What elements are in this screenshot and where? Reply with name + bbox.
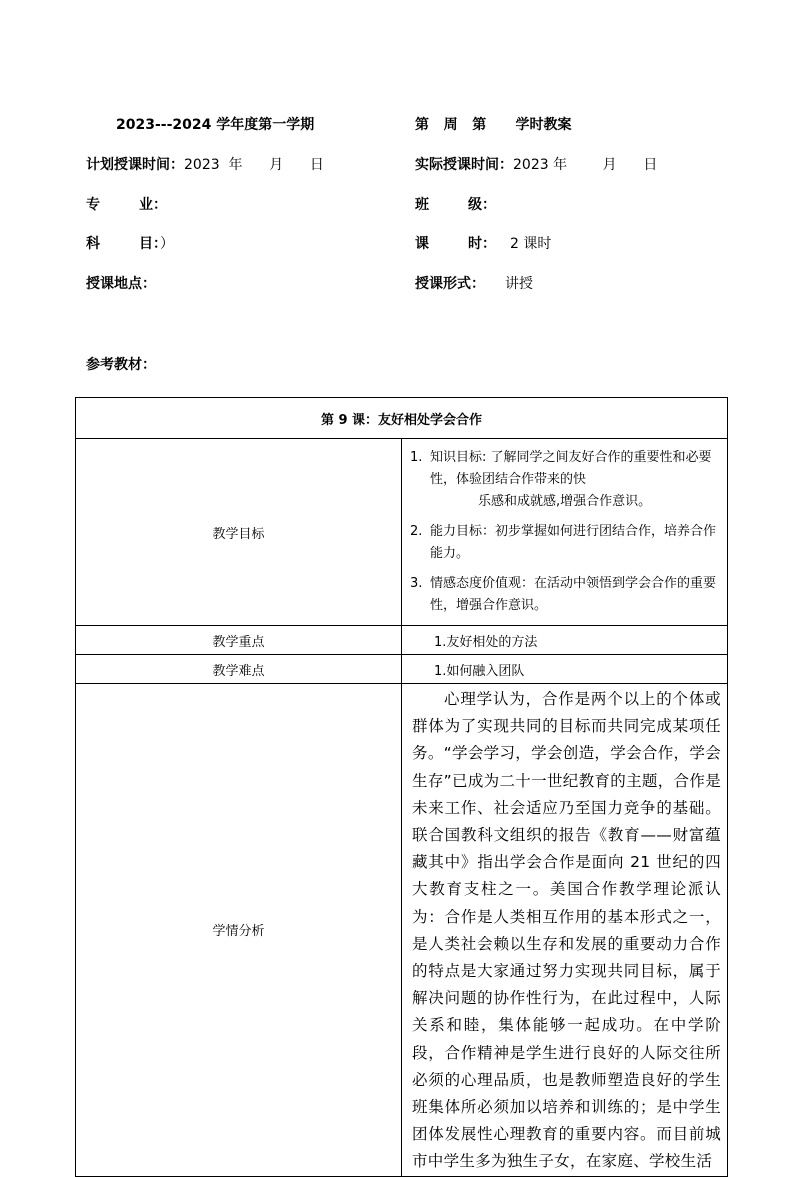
actual-time-value: 2023 年 月 日	[513, 157, 658, 173]
form-row	[415, 273, 533, 293]
subject-label: 科 目：	[86, 236, 160, 252]
difficulty-label: 教学难点	[76, 655, 402, 684]
analysis-label: 学情分析	[76, 684, 402, 1177]
objective-item: 1. 知识目标: 了解同学之间友好合作的重要性和必要性，体验团结合作带来的快 乐感和成就感,增强合作意识。	[410, 450, 712, 509]
period-value: 2 课时	[510, 236, 552, 252]
location-label: 授课地点：	[86, 276, 156, 292]
week-lesson-title: 第 周 第 学时教案	[415, 117, 572, 133]
lesson-plan-table	[75, 397, 728, 1177]
analysis-text: 心理学认为，合作是两个以上的个体或群体为了实现共同的目标而共同完成某项任务。“学会学习，学会创造，学会合作，学会生存”已成为二十一世纪教育的主题，合作是未来工作、社会适应乃至国力竞争的基础。联合国教科文组织的报告《教育——财富蕴藏其中》指出学会合作是面向 21 世纪的四大教育支柱之一。美国合作教学理论派认为：合作是人类相互作用的基本形式之一，是人类社会赖以生存和发展的重要动力合作的特点是大家通过努力实现共同目标，属于解决问题的协作性行为，在此过程中，人际关系和睦，集体能够一起成功。在中学阶段，合作精神是学生进行良好的人际交往所必须的心理品质，也是教师塑造良好的学生班集体所必须加以培养和训练的；是中学生团体发展性心理教育的重要内容。而目前城市中学生多为独生子女，在家庭、学校生活	[412, 690, 721, 1171]
period-label: 课 时：	[415, 236, 496, 252]
form-label: 授课形式：	[415, 276, 485, 292]
key-point-label: 教学重点	[76, 626, 402, 655]
lesson-title: 第 9 课：友好相处学会合作	[76, 398, 728, 439]
subject-row	[86, 233, 174, 253]
objective-item: 2. 能力目标：初步掌握如何进行团结合作，培养合作能力。	[410, 524, 717, 561]
objectives-cell	[402, 439, 728, 626]
actual-time-label: 实际授课时间：	[415, 157, 513, 173]
plan-time-row	[86, 154, 324, 174]
major-label: 专 业：	[86, 197, 167, 213]
objectives-label: 教学目标	[76, 439, 402, 626]
semester-title: 2023---2024 学年度第一学期	[116, 117, 315, 133]
subject-value: ）	[160, 236, 174, 252]
objective-item: 3. 情感态度价值观：在活动中领悟到学会合作的重要性，增强合作意识。	[410, 576, 717, 613]
period-row	[415, 233, 551, 253]
actual-time-row	[415, 154, 657, 174]
plan-time-label: 计划授课时间：	[86, 157, 184, 173]
textbook-label: 参考教材：	[86, 357, 156, 373]
difficulty-value: 1.如何融入团队	[402, 655, 728, 684]
analysis-cell	[402, 684, 728, 1177]
form-value: 讲授	[505, 276, 533, 292]
plan-time-value: 2023 年 月 日	[184, 157, 324, 173]
class-label: 班 级：	[415, 197, 496, 213]
key-point-value: 1.友好相处的方法	[402, 626, 728, 655]
